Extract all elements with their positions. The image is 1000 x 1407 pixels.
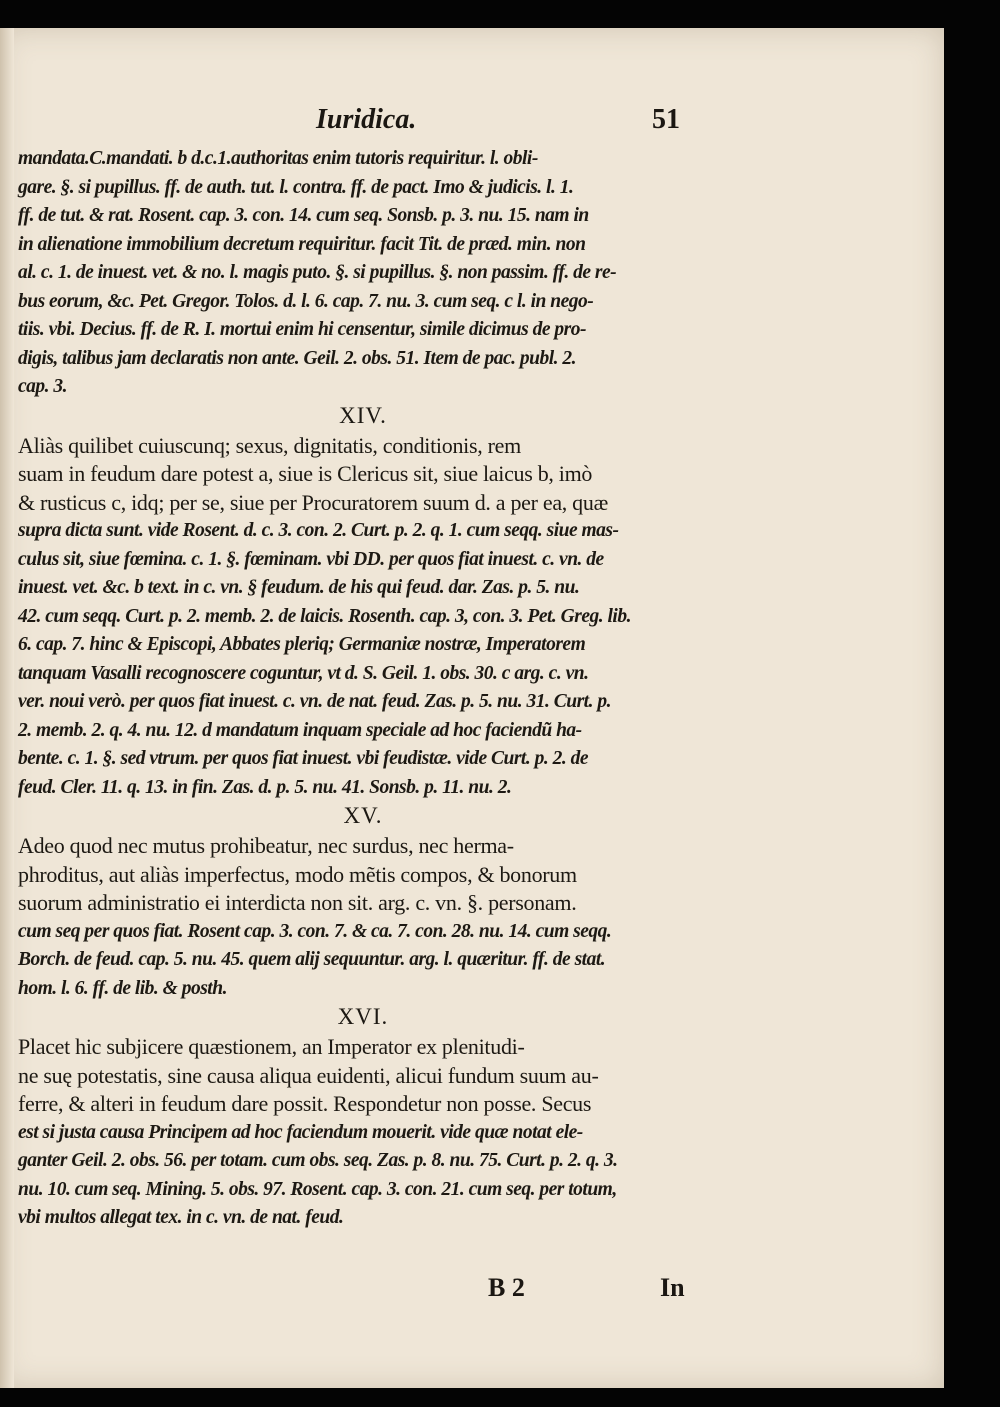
signature-mark: B 2 bbox=[488, 1273, 525, 1302]
section-heading: XVI. bbox=[337, 1004, 389, 1029]
footnote-line: ganter Geil. 2. obs. 56. per totam. cum obs. seq. Zas. p. 8. nu. 75. Curt. p. 2. q. 3. bbox=[18, 1150, 618, 1171]
section-heading: XIV. bbox=[339, 402, 387, 428]
running-title: Iuridica. bbox=[316, 104, 417, 135]
footnote-line: tiis. vbi. Decius. ff. de R. I. mortui enim hi censentur, simile dicimus de pro- bbox=[18, 319, 586, 340]
footnote-line: 6. cap. 7. hinc & Episcopi, Abbates pleriq; Germaniæ nostræ, Imperatorem bbox=[18, 634, 586, 655]
footnote-line: bente. c. 1. §. sed vtrum. per quos fiat inuest. vbi feudistæ. vide Curt. p. 2. de bbox=[18, 748, 588, 769]
footnote-line: ff. de tut. & rat. Rosent. cap. 3. con. 14. cum seq. Sonsb. p. 3. nu. 15. nam in bbox=[18, 205, 589, 226]
running-header bbox=[0, 104, 944, 144]
page-footer bbox=[0, 1273, 944, 1313]
footnote-line: ver. noui verò. per quos fiat inuest. c. vn. de nat. feud. Zas. p. 5. nu. 31. Curt. p. bbox=[18, 691, 611, 712]
text-line: & rusticus c, idq; per se, siue per Procuratorem suum d. a per ea, quæ bbox=[18, 489, 608, 515]
book-page bbox=[0, 28, 944, 1388]
footnote-line: hom. l. 6. ff. de lib. & posth. bbox=[18, 977, 227, 999]
footnote-line: tanquam Vasalli recognoscere coguntur, vt d. S. Geil. 1. obs. 30. c arg. c. vn. bbox=[18, 662, 589, 684]
footnote-line: feud. Cler. 11. q. 13. in fin. Zas. d. p. 5. nu. 41. Sonsb. p. 11. nu. 2. bbox=[18, 776, 512, 798]
text-line: ne suę potestatis, sine causa aliqua euidenti, alicui fundum suum au- bbox=[18, 1062, 599, 1088]
text-line: ferre, & alteri in feudum dare possit. Respondetur non posse. Secus bbox=[18, 1091, 592, 1116]
page-gutter-shadow bbox=[0, 28, 14, 1388]
footnote-line: est si justa causa Principem ad hoc faciendum mouerit. vide quæ notat ele- bbox=[18, 1121, 583, 1143]
page-number: 51 bbox=[652, 104, 680, 135]
footnote-line: cum seq per quos fiat. Rosent cap. 3. con. 7. & ca. 7. con. 28. nu. 14. cum seqq. bbox=[18, 920, 612, 942]
footnote-line: gare. §. si pupillus. ff. de auth. tut. l. contra. ff. de pact. Imo & judicis. l. 1. bbox=[18, 176, 574, 198]
footnote-line: nu. 10. cum seq. Mining. 5. obs. 97. Rosent. cap. 3. con. 21. cum seq. per totum, bbox=[18, 1178, 617, 1200]
footnote-line: 42. cum seqq. Curt. p. 2. memb. 2. de laicis. Rosenth. cap. 3, con. 3. Pet. Greg. lib. bbox=[18, 605, 631, 627]
text-line: suam in feudum dare potest a, siue is Clericus sit, siue laicus b, imò bbox=[18, 461, 593, 486]
text-line: Aliàs quilibet cuiuscunq; sexus, dignitatis, conditionis, rem bbox=[18, 432, 521, 458]
section-heading: XV. bbox=[343, 803, 383, 828]
text-line: Adeo quod nec mutus prohibeatur, nec surdus, nec herma- bbox=[18, 833, 514, 858]
text-line: phroditus, aut aliàs imperfectus, modo mẽtis compos, & bonorum bbox=[18, 861, 577, 887]
footnote-line: Borch. de feud. cap. 5. nu. 45. quem alij sequuntur. arg. l. quæritur. ff. de stat. bbox=[18, 949, 606, 970]
footnote-line: inuest. vet. &c. b text. in c. vn. § feudum. de his qui feud. dar. Zas. p. 5. nu. bbox=[18, 577, 580, 598]
footnote-line: mandata.C.mandati. b d.c.1.authoritas enim tutoris requiritur. l. obli- bbox=[18, 148, 538, 169]
footnote-line: cap. 3. bbox=[18, 376, 68, 397]
footnote-line: bus eorum, &c. Pet. Gregor. Tolos. d. l. 6. cap. 7. nu. 3. cum seq. c l. in nego- bbox=[18, 290, 594, 312]
footnote-line: culus sit, siue fœmina. c. 1. §. fœminam. vbi DD. per quos fiat inuest. c. vn. de bbox=[18, 548, 604, 570]
text-line: Placet hic subjicere quæstionem, an Imperator ex plenitudi- bbox=[18, 1034, 525, 1059]
footnote-line: al. c. 1. de inuest. vet. & no. l. magis puto. §. si pupillus. §. non passim. ff. de re- bbox=[18, 262, 617, 283]
footnote-line: in alienatione immobilium decretum requiritur. facit Tit. de præd. min. non bbox=[18, 233, 586, 255]
footnote-line: 2. memb. 2. q. 4. nu. 12. d mandatum inquam speciale ad hoc faciendũ ha- bbox=[18, 719, 582, 741]
footnote-line: vbi multos allegat tex. in c. vn. de nat. feud. bbox=[18, 1207, 344, 1228]
footnote-line: digis, talibus jam declaratis non ante. Geil. 2. obs. 51. Item de pac. publ. 2. bbox=[18, 347, 576, 369]
footnote-line: supra dicta sunt. vide Rosent. d. c. 3. con. 2. Curt. p. 2. q. 1. cum seqq. siue mas- bbox=[18, 520, 619, 541]
text-line: suorum administratio ei interdicta non sit. arg. c. vn. §. personam. bbox=[18, 890, 577, 915]
catchword: In bbox=[660, 1273, 685, 1302]
